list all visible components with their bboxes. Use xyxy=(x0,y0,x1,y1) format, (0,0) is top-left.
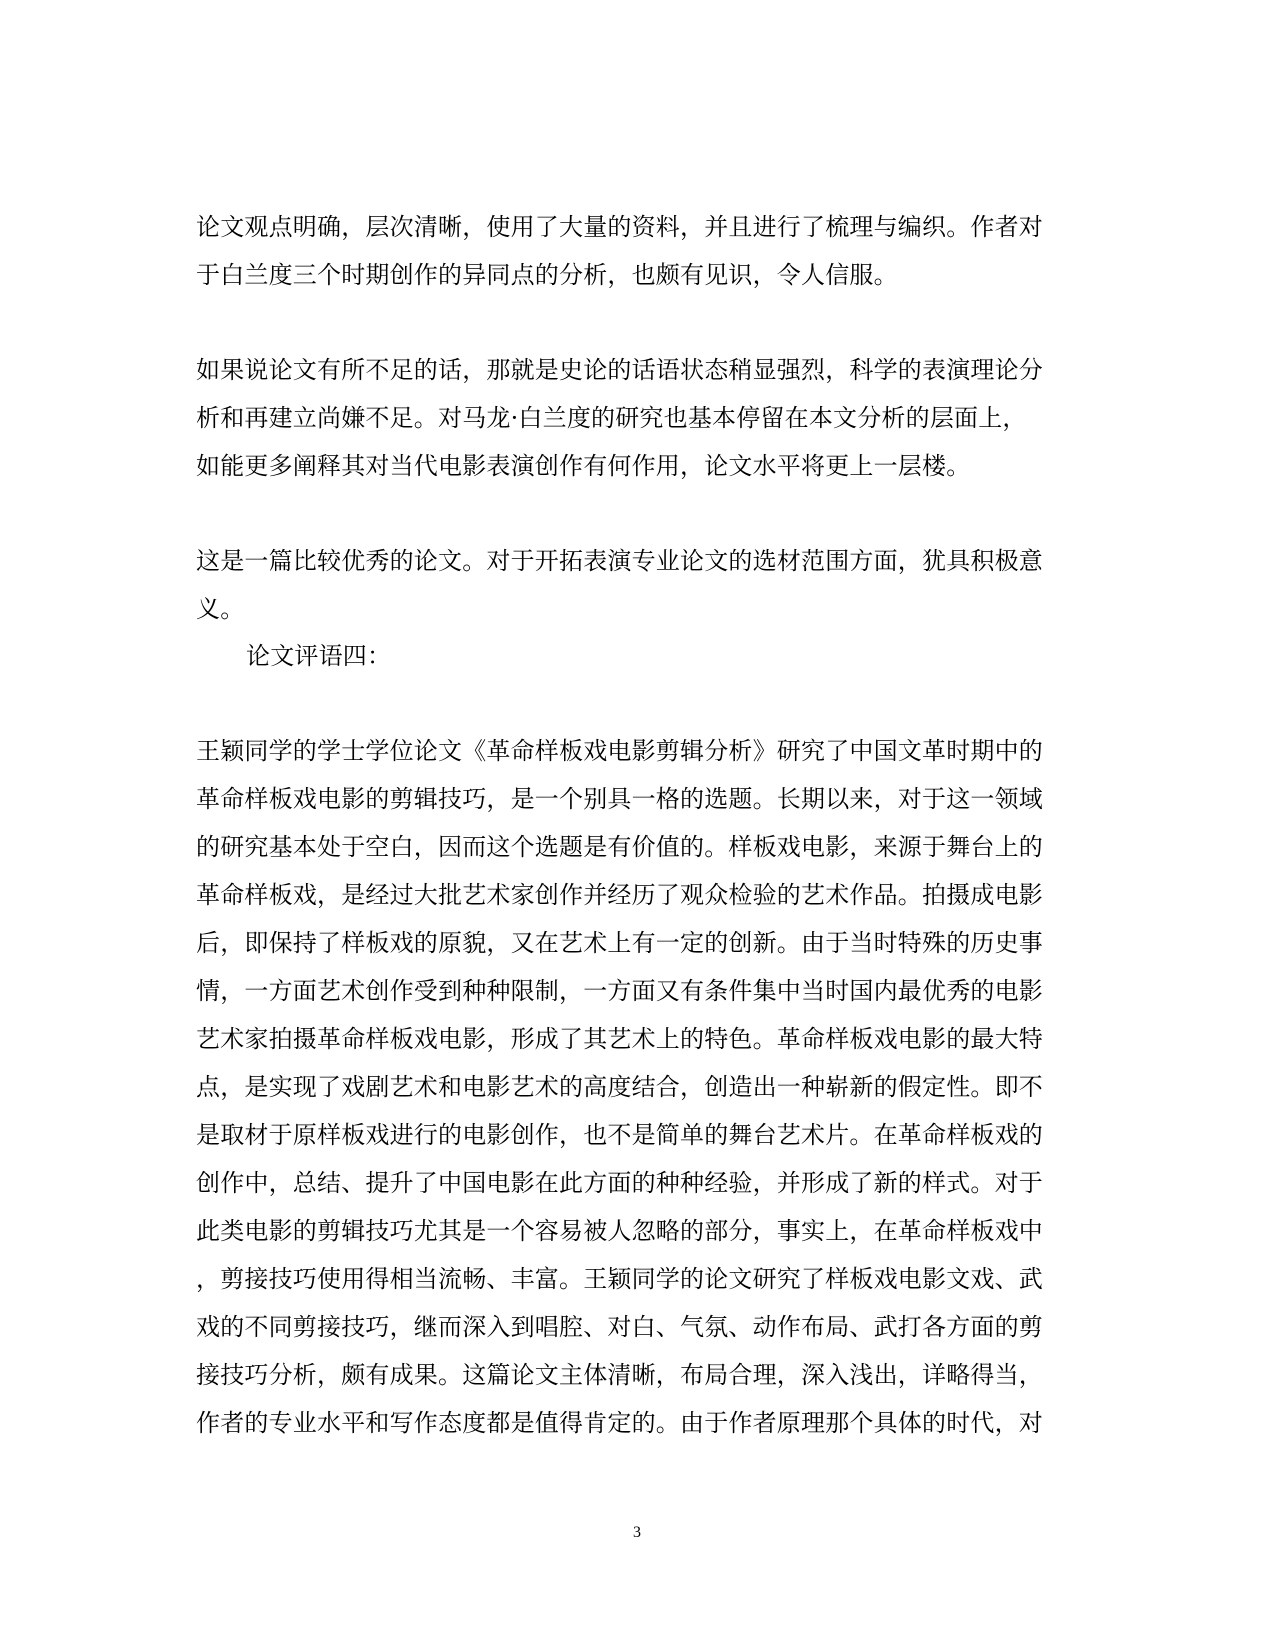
paragraph-4-line-4: 革命样板戏，是经过大批艺术家创作并经历了观众检验的艺术作品。拍摄成电影 xyxy=(196,881,1043,909)
section-heading: 论文评语四： xyxy=(246,642,392,670)
paragraph-4-line-13: 戏的不同剪接技巧，继而深入到唱腔、对白、气氛、动作布局、武打各方面的剪 xyxy=(196,1313,1043,1341)
paragraph-4-line-2: 革命样板戏电影的剪辑技巧，是一个别具一格的选题。长期以来，对于这一领域 xyxy=(196,785,1043,813)
paragraph-4-line-1: 王颖同学的学士学位论文《革命样板戏电影剪辑分析》研究了中国文革时期中的 xyxy=(196,737,1043,765)
page-number: 3 xyxy=(633,1524,641,1541)
paragraph-3-line-1: 这是一篇比较优秀的论文。对于开拓表演专业论文的选材范围方面，犹具积极意 xyxy=(196,547,1043,575)
paragraph-4-line-14: 接技巧分析，颇有成果。这篇论文主体清晰，布局合理，深入浅出，详略得当， xyxy=(196,1361,1043,1389)
paragraph-4-line-9: 是取材于原样板戏进行的电影创作，也不是简单的舞台艺术片。在革命样板戏的 xyxy=(196,1121,1043,1149)
paragraph-1-line-2: 于白兰度三个时期创作的异同点的分析，也颇有见识，令人信服。 xyxy=(196,261,898,289)
paragraph-4-line-11: 此类电影的剪辑技巧尤其是一个容易被人忽略的部分，事实上，在革命样板戏中 xyxy=(196,1217,1043,1245)
paragraph-4-line-5: 后，即保持了样板戏的原貌，又在艺术上有一定的创新。由于当时特殊的历史事 xyxy=(196,929,1043,957)
paragraph-4-line-7: 艺术家拍摄革命样板戏电影，形成了其艺术上的特色。革命样板戏电影的最大特 xyxy=(196,1025,1043,1053)
paragraph-1-line-1: 论文观点明确，层次清晰，使用了大量的资料，并且进行了梳理与编织。作者对 xyxy=(196,213,1043,241)
paragraph-4-line-3: 的研究基本处于空白，因而这个选题是有价值的。样板戏电影，来源于舞台上的 xyxy=(196,833,1043,861)
paragraph-3-line-2: 义。 xyxy=(196,595,245,623)
paragraph-4-line-15: 作者的专业水平和写作态度都是值得肯定的。由于作者原理那个具体的时代，对 xyxy=(196,1409,1043,1437)
paragraph-4-line-8: 点，是实现了戏剧艺术和电影艺术的高度结合，创造出一种崭新的假定性。即不 xyxy=(196,1073,1043,1101)
paragraph-2-line-2: 析和再建立尚嫌不足。对马龙·白兰度的研究也基本停留在本文分析的层面上， xyxy=(196,404,1027,432)
paragraph-4-line-6: 情，一方面艺术创作受到种种限制，一方面又有条件集中当时国内最优秀的电影 xyxy=(196,977,1043,1005)
paragraph-4-line-12: ，剪接技巧使用得相当流畅、丰富。王颖同学的论文研究了样板戏电影文戏、武 xyxy=(196,1265,1043,1293)
paragraph-4-line-10: 创作中，总结、提升了中国电影在此方面的种种经验，并形成了新的样式。对于 xyxy=(196,1169,1043,1197)
paragraph-2-line-3: 如能更多阐释其对当代电影表演创作有何作用，论文水平将更上一层楼。 xyxy=(196,452,971,480)
paragraph-2-line-1: 如果说论文有所不足的话，那就是史论的话语状态稍显强烈，科学的表演理论分 xyxy=(196,356,1043,384)
